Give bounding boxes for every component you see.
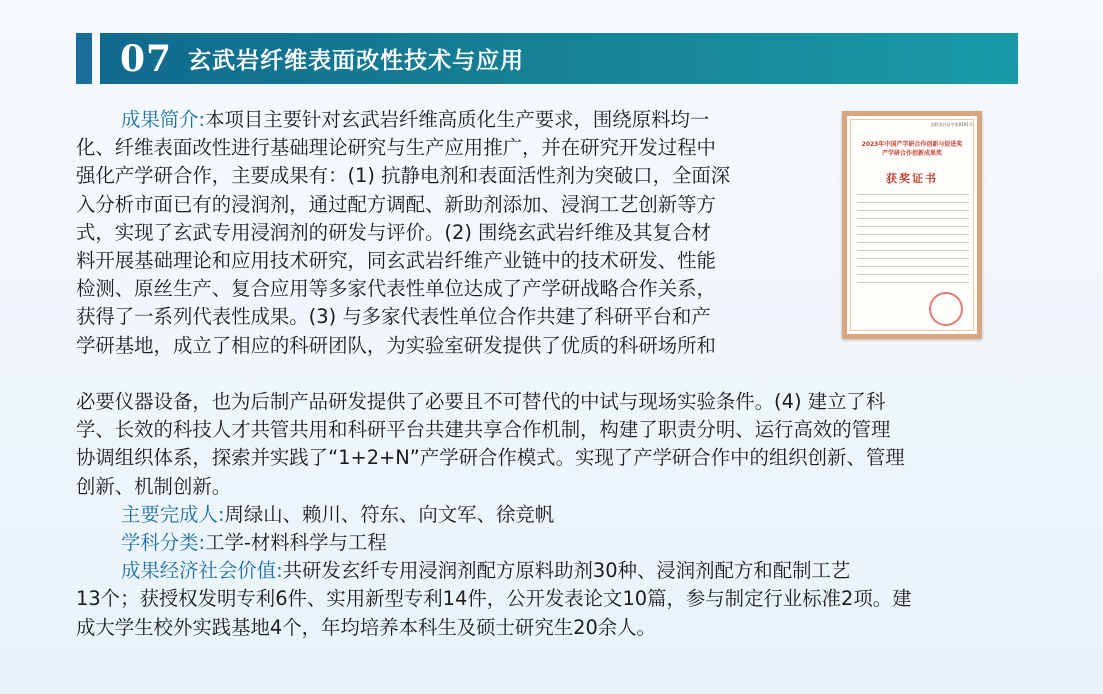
discipline-label: 学科分类:: [121, 530, 206, 554]
summary-line: 创新、机制创新。: [76, 474, 232, 498]
value-line: 13个；获授权发明专利6件、实用新型专利14件，公开发表论文10篇，参与制定行业标准2项。建: [76, 587, 912, 611]
summary-line: 必要仪器设备，也为后制产品研发提供了必要且不可替代的中试与现场实验条件。(4) 建立了科: [76, 390, 886, 413]
certificate-number: 国科奖社证字第0191号: [930, 122, 973, 127]
summary-line: 化、纤维表面改性进行基础理论研究与生产应用推广，并在研究开发过程中: [76, 136, 716, 160]
summary-line: 强化产学研合作，主要成果有：(1) 抗静电剂和表面活性剂为突破口，全面深: [76, 164, 731, 188]
section-header: [100, 33, 1018, 84]
award-certificate-image: [842, 111, 982, 339]
summary-line: 获得了一系列代表性成果。(3) 与多家代表性单位合作共建了科研平台和产: [76, 305, 711, 329]
summary-line: 料开展基础理论和应用技术研究，同玄武岩纤维产业链中的技术研发、性能: [76, 248, 716, 272]
value-label: 成果经济社会价值:: [121, 559, 283, 583]
discipline-row: [76, 529, 1021, 557]
summary-paragraph: [76, 106, 828, 360]
completers-label: 主要完成人:: [121, 502, 225, 526]
red-seal-icon: [929, 292, 963, 326]
certificate-text-lines: [857, 194, 969, 290]
summary-line: 检测、原丝生产、复合应用等多家代表性单位达成了产学研战略合作关系，: [76, 277, 716, 301]
completers-value: 周绿山、赖川、符东、向文军、徐竞帆: [224, 502, 555, 526]
summary-continued: [76, 388, 1021, 642]
summary-line: 入分析市面已有的浸润剂，通过配方调配、新助剂添加、浸润工艺创新等方: [76, 192, 716, 216]
completers-row: [76, 501, 1021, 529]
discipline-value: 工学-材料科学与工程: [205, 530, 387, 554]
certificate-title: 获奖证书: [886, 172, 938, 185]
section-number: 07: [120, 37, 173, 80]
certificate-heading: 2023年中国产学研合作创新与促进奖 产学研合作创新成果奖: [861, 141, 963, 157]
summary-line: 学、长效的科技人才共管共用和科研平台共建共享合作机制，构建了职责分明、运行高效的管理: [76, 418, 891, 442]
summary-line: 协调组织体系，探索并实践了“1+2+N”产学研合作模式。实现了产学研合作中的组织创新、管理: [76, 446, 905, 470]
value-first-line: 共研发玄纤专用浸润剂配方原料助剂30种、浸润剂配方和配制工艺: [282, 559, 851, 583]
summary-line: 学研基地，成立了相应的科研团队，为实验室研发提供了优质的科研场所和: [76, 333, 716, 357]
value-row: [76, 557, 1021, 585]
section-title: 玄武岩纤维表面改性技术与应用: [188, 48, 525, 74]
summary-label: 成果简介:: [121, 108, 206, 131]
summary-line: 成果简介:本项目主要针对玄武岩纤维高质化生产要求，围绕原料均一: [121, 108, 710, 131]
summary-line: 式，实现了玄武专用浸润剂的研发与评价。(2) 围绕玄武岩纤维及其复合材: [76, 220, 711, 244]
value-line: 成大学生校外实践基地4个，年均培养本科生及硕士研究生20余人。: [76, 615, 656, 639]
header-accent: [76, 33, 92, 84]
